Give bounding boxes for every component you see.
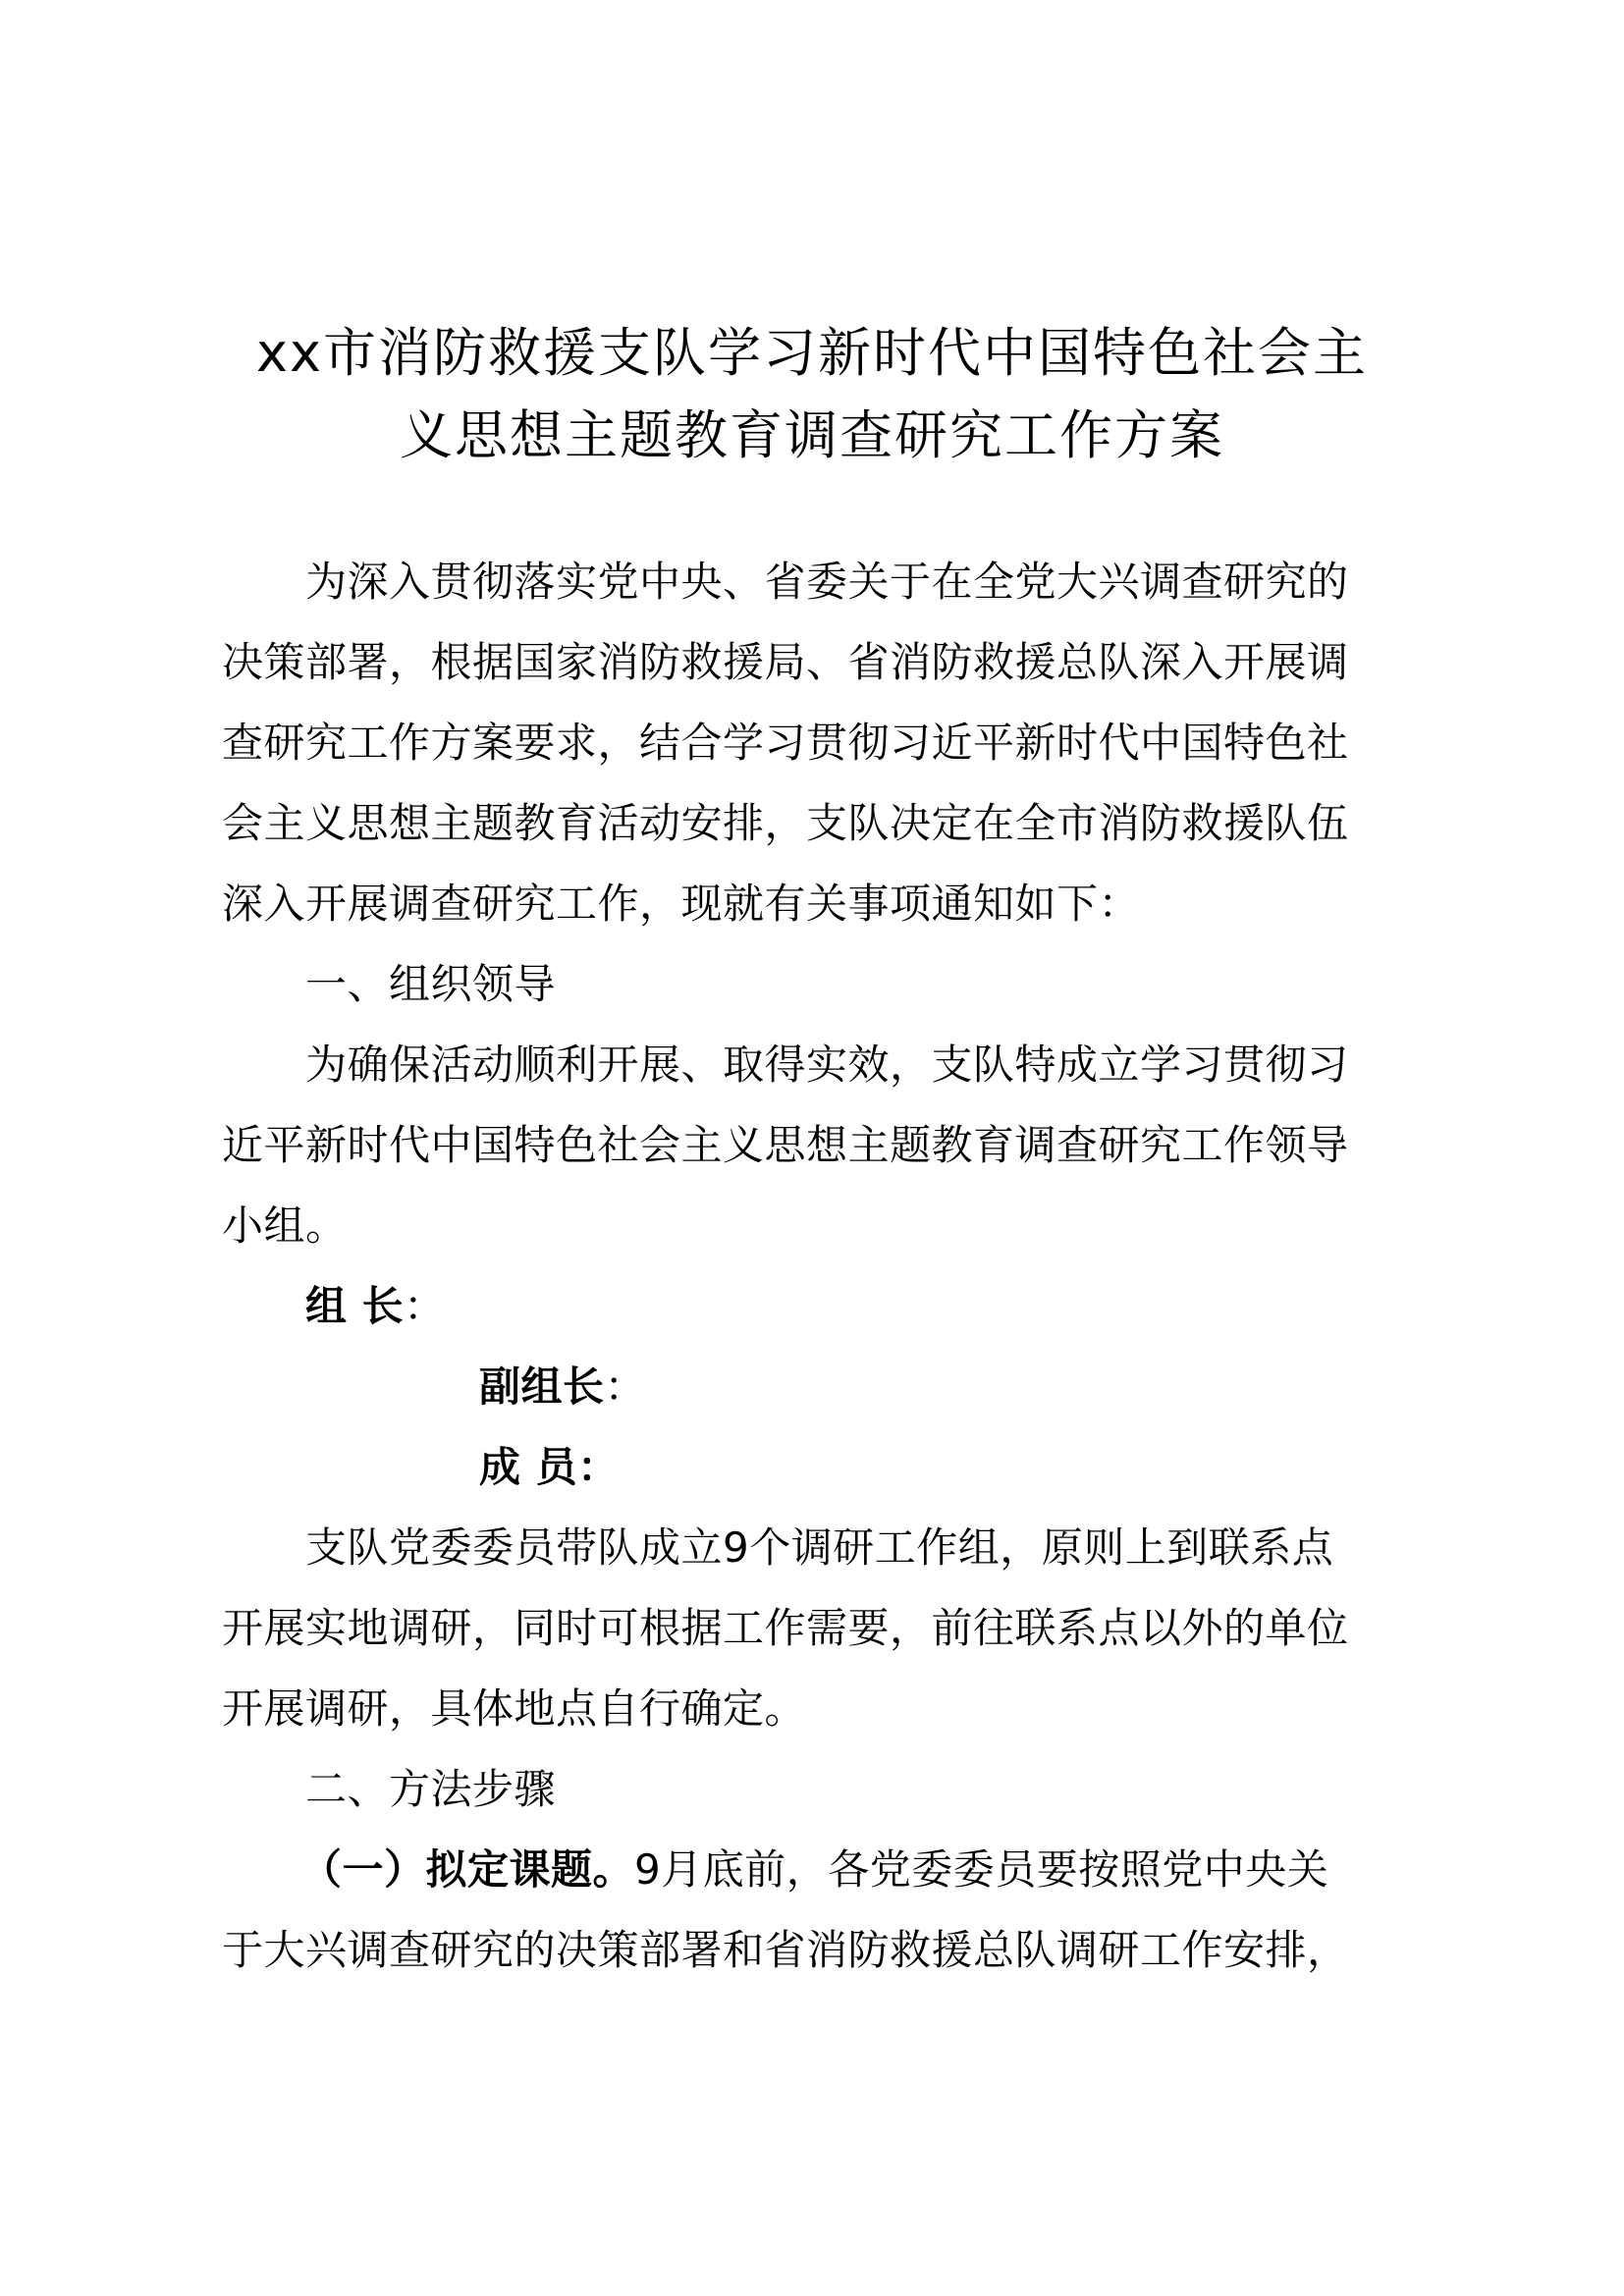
deputy-leader-colon: ： <box>604 1362 647 1411</box>
document-title <box>196 312 1428 477</box>
paragraph-teams-line: 开展调研，具体地点自行确定。 <box>222 1684 807 1733</box>
paragraph-organization-line: 为确保活动顺利开展、取得实效，支队特成立学习贯彻习 <box>305 1041 1349 1089</box>
section-heading-organization: 一、组织领导 <box>305 960 557 1008</box>
step1-row <box>222 1830 1430 1910</box>
paragraph-teams-line: 支队党委委员带队成立9个调研工作组，原则上到联系点 <box>305 1523 1334 1572</box>
step1-label: （一）拟定课题。 <box>300 1845 635 1894</box>
paragraph-intro-line: 查研究工作方案要求，结合学习贯彻习近平新时代中国特色社 <box>222 719 1349 767</box>
title-line-1: xx市消防救援支队学习新时代中国特色社会主 <box>256 322 1368 384</box>
deputy-leader-row <box>222 1347 1430 1427</box>
section-heading-methods: 二、方法步骤 <box>305 1765 557 1813</box>
document-body <box>222 542 1430 1991</box>
paragraph-intro-line: 决策部署，根据国家消防救援局、省消防救援总队深入开展调 <box>222 638 1349 686</box>
step1-text: 9月底前，各党委委员要按照党中央关 <box>634 1845 1329 1894</box>
paragraph-step1-line: 于大兴调查研究的决策部署和省消防救援总队调研工作安排， <box>222 1926 1349 1974</box>
paragraph-teams-line: 开展实地调研，同时可根据工作需要，前往联系点以外的单位 <box>222 1604 1349 1652</box>
paragraph-intro-line: 会主义思想主题教育活动安排，支队决定在全市消防救援队伍 <box>222 799 1349 847</box>
deputy-leader-label: 副组长 <box>479 1362 605 1411</box>
leader-colon: ： <box>404 1282 446 1330</box>
paragraph-intro-line: 深入开展调查研究工作，现就有关事项通知如下： <box>222 880 1141 928</box>
paragraph-intro-line: 为深入贯彻落实党中央、省委关于在全党大兴调查研究的 <box>305 558 1349 606</box>
paragraph-organization-line: 小组。 <box>222 1201 348 1250</box>
title-line-2: 义思想主题教育调查研究工作方案 <box>400 404 1224 466</box>
members-label: 成 员： <box>479 1443 620 1491</box>
leader-label: 组 长 <box>305 1282 405 1330</box>
paragraph-organization-line: 近平新时代中国特色社会主义思想主题教育调查研究工作领导 <box>222 1121 1349 1169</box>
leader-row <box>222 1266 1430 1347</box>
